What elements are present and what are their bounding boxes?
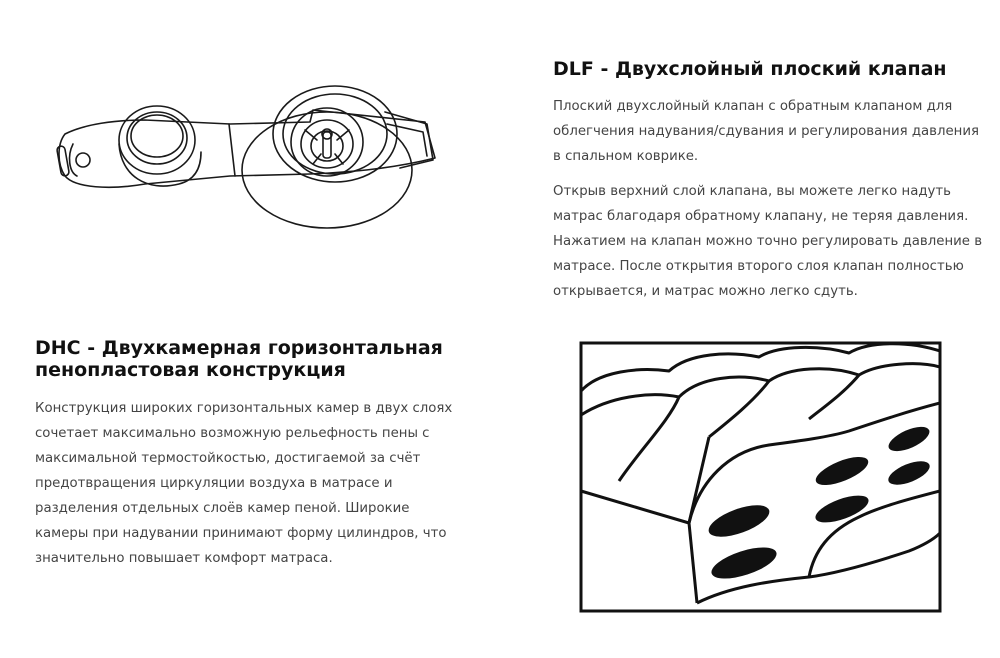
dhc-heading	[35, 337, 443, 381]
dlf-paragraph-1: Плоский двухслойный клапан с обратным клапаном для облегчения надувания/сдувания и регулирования давления в спальном коврике.	[553, 99, 980, 164]
dhc-heading-line-2: пенопластовая конструкция	[35, 359, 346, 381]
valve-illustration	[55, 72, 440, 232]
dhc-heading-line-1: DHC - Двухкамерная горизонтальная	[35, 337, 443, 359]
dhc-paragraph-1: Конструкция широких горизонтальных камер в двух слоях сочетает максимально возможную рельефность пены с максимальной термостойкостью, достигаемой за счёт предотвращения циркуляции воздуха в матрасе и разделения отдельных слоёв камер пеной. Широкие камеры при надувании принимают форму цилиндров, что значительно повышает комфорт матраса.	[35, 401, 453, 566]
mattress-illustration	[579, 341, 942, 613]
dlf-paragraph-2: Открыв верхний слой клапана, вы можете легко надуть матрас благодаря обратному клапану, не теряя давления. Нажатием на клапан можно точно регулировать давление в матрасе. После открытия второго слоя клапан полностью открывается, и матрас можно легко сдуть.	[553, 184, 983, 299]
dlf-description	[553, 94, 983, 304]
dhc-description	[35, 396, 455, 571]
dlf-heading: DLF - Двухслойный плоский клапан	[553, 58, 947, 80]
